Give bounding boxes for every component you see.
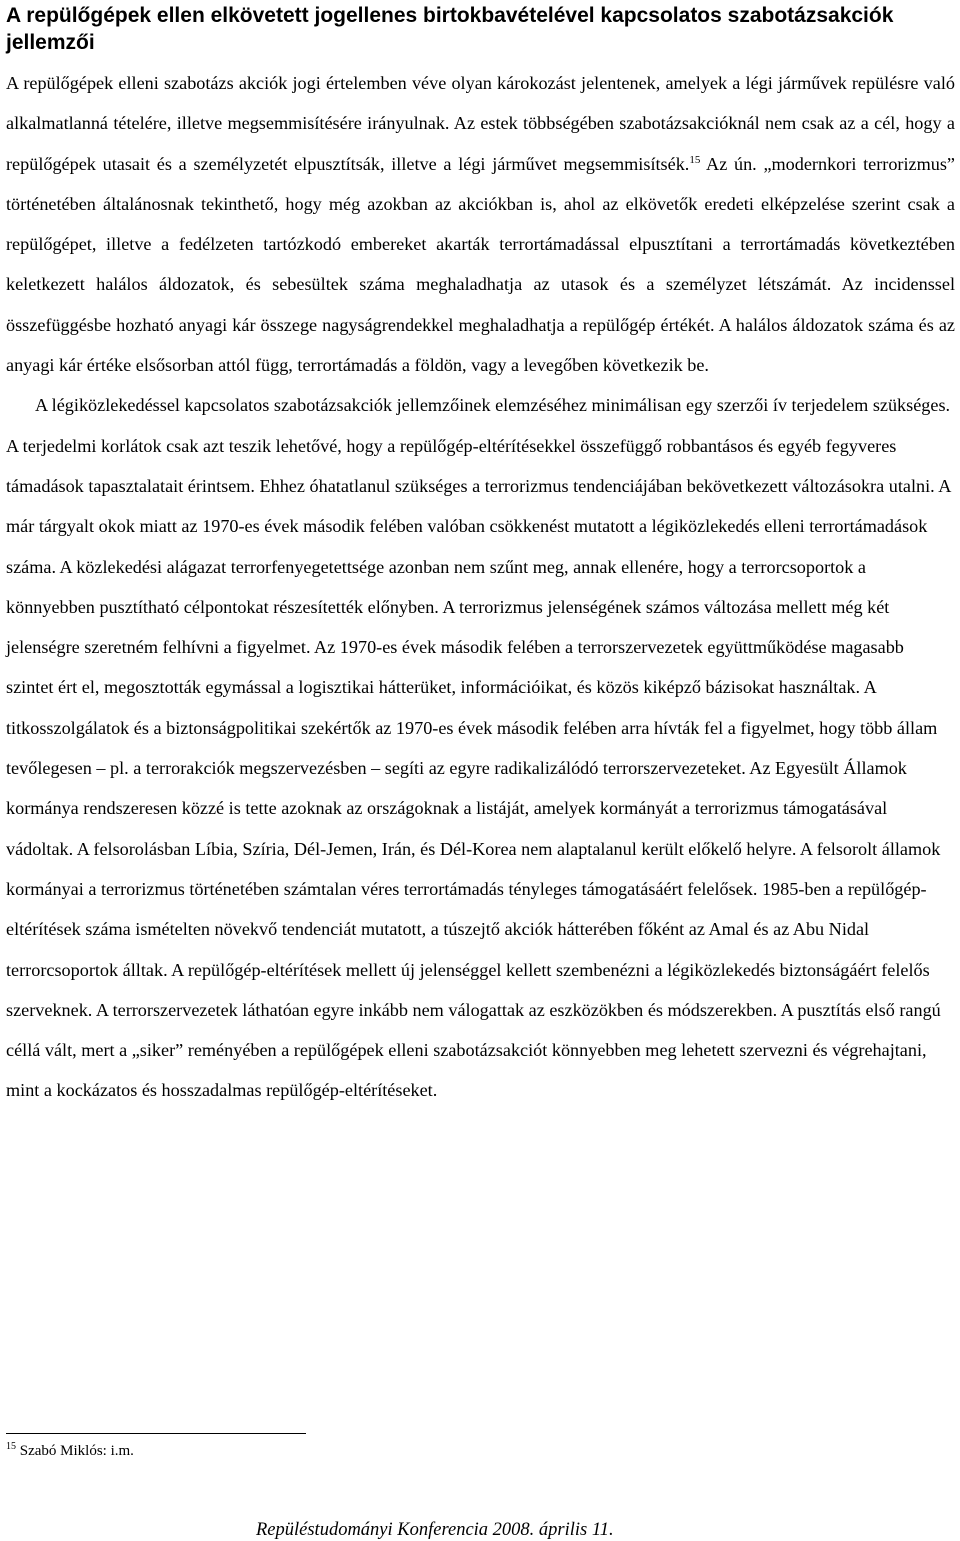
body-text [6,63,955,1111]
footnote-separator [6,1433,306,1434]
paragraph-2: A légiközlekedéssel kapcsolatos szabotázsakciók jellemzőinek elemzéséhez minimálisan egy szerzői ív terjedelem szükséges. A terjedelmi korlátok csak azt teszik lehetővé, hogy a repülőgép-eltérítésekkel összefüggő robbantásos és egyéb fegyveres támadások tapasztalatait érintsem. Ehhez óhatatlanul szükséges a terrorizmus tendenciájában bekövetkezett változásokra utalni. A már tárgyalt okok miatt az 1970-es évek második felében valóban csökkenést mutatott a légiközlekedés elleni terrortámadások száma. A közlekedési alágazat terrorfenyegetettsége azonban nem szűnt meg, annak ellenére, hogy a terrorcsoportok a könnyebben pusztítható célpontokat részesítették előnyben. A terrorizmus jelenségének számos változása mellett még két jelenségre szeretném felhívni a figyelmet. Az 1970-es évek második felében a terrorszervezetek együttműködése magasabb szintet ért el, megosztották egymással a logisztikai hátterüket, információikat, és közös kiképző bázisokat használtak. A titkosszolgálatok és a biztonságpolitikai szekértők az 1970-es évek második felében arra hívták fel a figyelmet, hogy több állam tevőlegesen – pl. a terrorakciók megszervezésben – segíti az egyre radikalizálódó terrorszervezeteket. Az Egyesült Államok kormánya rendszeresen közzé is tette azoknak az országoknak a listáját, amelyek kormányát a terrorizmus támogatásával vádoltak. A felsorolásban Líbia, Szíria, Dél-Jemen, Irán, és Dél-Korea nem alaptalanul került előkelő helyre. A felsorolt államok kormányai a terrorizmus történetében számtalan véres terrortámadás tényleges támogatásáért felelősek. 1985-ben a repülőgép-eltérítések száma ismételten növekvő tendenciát mutatott, a túszejtő akciók hátterében főként az Amal és az Abu Nidal terrorcsoportok álltak. A repülőgép-eltérítések mellett új jelenséggel kellett szembenézni a légiközlekedés biztonságáért felelős szerveknek. A terrorszervezetek láthatóan egyre inkább nem válogattak az eszközökben és módszerekben. A pusztítás első rangú céllá vált, mert a „siker” reményében a repülőgépek elleni szabotázsakciót könnyebben meg lehetett szervezni és végrehajtani, mint a kockázatos és hosszadalmas repülőgép-eltérítéseket. [6,395,951,1101]
footnote-number: 15 [6,1441,16,1452]
paragraph-1-text-b: Az ún. „modernkori terrorizmus” történetében általánosnak tekinthető, hogy még azokban az akciókban is, ahol az elkövetők eredeti elképzelése szerint csak a repülőgépet, illetve a fedélzeten tartózkodó embereket akarták terrortámadással elpusztítani a terrortámadás következtében keletkezett halálos áldozatok, és sebesültek száma meghaladhatja az utasok és a személyzet létszámát. Az incidenssel összefüggésbe hozható anyagi kár összege nagyságrendekkel meghaladhatja a repülőgép értékét. A halálos áldozatok száma és az anyagi kár értéke elsősorban attól függ, terrortámadás a földön, vagy a levegőben következik be. [6,153,955,376]
footnote [6,1441,134,1461]
paragraph-1-text-a: A repülőgépek elleni szabotázs akciók jogi értelemben véve olyan károkozást jelentenek, amelyek a légi járművek repülésre való alkalmatlanná tételére, illetve megsemmisítésére irányulnak. Az estek többségében szabotázsakcióknál nem csak az a cél, hogy a repülőgépek utasait és a személyzetét elpusztítsák, illetve a légi járművet megsemmisítsék. [6,73,955,174]
page-footer: Repüléstudományi Konferencia 2008. április 11. [256,1520,614,1540]
footnote-reference[interactable]: 15 [689,153,701,166]
page-title: A repülőgépek ellen elkövetett jogellenes birtokbavételével kapcsolatos szabotázsakciók jellemzői [6,4,894,54]
footnote-text: Szabó Miklós: i.m. [16,1443,134,1459]
paragraph-1 [6,63,955,385]
